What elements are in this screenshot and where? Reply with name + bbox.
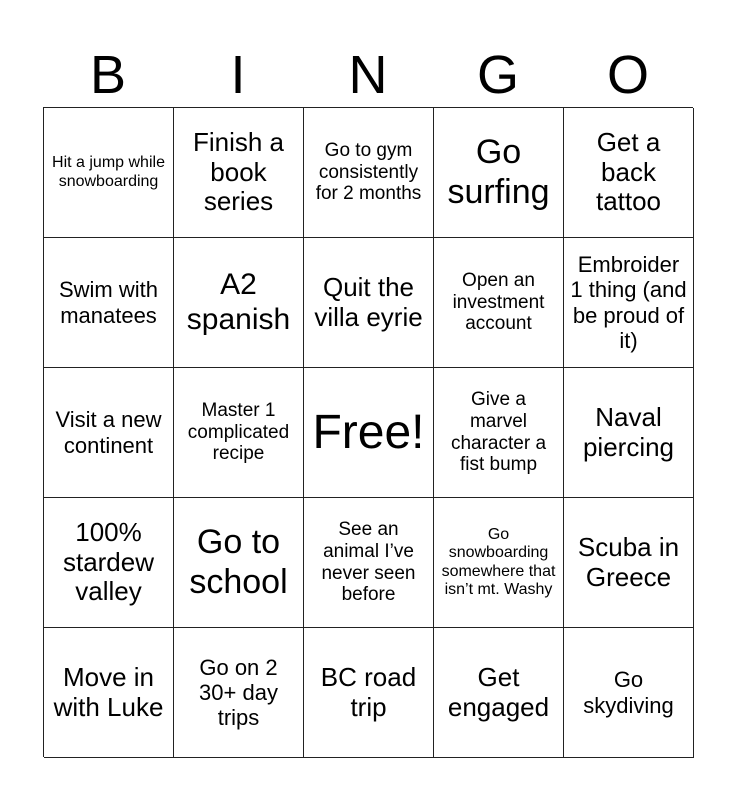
header-letter-g: G bbox=[476, 45, 519, 105]
bingo-cell-r5c4[interactable] bbox=[434, 628, 564, 758]
cell-text: Move in with Luke bbox=[53, 661, 164, 722]
cell-text: Scuba in Greece bbox=[577, 531, 680, 592]
cell-text: BC road trip bbox=[320, 661, 417, 722]
cell-text: Go to gym consistently for 2 months bbox=[315, 139, 422, 205]
cell-text: Get a back tattoo bbox=[595, 126, 662, 217]
bingo-cell-r5c5[interactable] bbox=[564, 628, 694, 758]
header-letter-b: B bbox=[89, 45, 127, 105]
bingo-cell-r5c1[interactable] bbox=[44, 628, 174, 758]
cell-text: A2 spanish bbox=[186, 268, 291, 336]
bingo-cell-r2c3[interactable] bbox=[304, 238, 434, 368]
cell-text: Free! bbox=[312, 405, 425, 459]
cell-text: Naval piercing bbox=[582, 401, 675, 462]
cell-text: Give a marvel character a fist bump bbox=[450, 388, 547, 476]
cell-text: Go surfing bbox=[447, 133, 550, 211]
cell-text: Hit a jump while snowboarding bbox=[52, 154, 165, 190]
cell-text: See an animal I’ve never seen before bbox=[321, 518, 416, 606]
bingo-cell-r2c1[interactable] bbox=[44, 238, 174, 368]
cell-text: Go to school bbox=[189, 523, 288, 601]
bingo-cell-r1c5[interactable] bbox=[564, 108, 694, 238]
bingo-cell-r1c3[interactable] bbox=[304, 108, 434, 238]
cell-text: Finish a book series bbox=[192, 126, 285, 217]
bingo-grid bbox=[43, 107, 693, 757]
cell-text: Embroider 1 thing (and be proud of it) bbox=[570, 251, 687, 353]
bingo-cell-r4c3[interactable] bbox=[304, 498, 434, 628]
bingo-cell-r1c1[interactable] bbox=[44, 108, 174, 238]
header-letter-o: O bbox=[606, 45, 649, 105]
bingo-cell-r4c2[interactable] bbox=[174, 498, 304, 628]
header-letter-i: I bbox=[230, 45, 246, 105]
bingo-cell-r1c2[interactable] bbox=[174, 108, 304, 238]
bingo-cell-r5c3[interactable] bbox=[304, 628, 434, 758]
cell-text: Go skydiving bbox=[583, 667, 674, 718]
bingo-cell-r3c4[interactable] bbox=[434, 368, 564, 498]
cell-text: Swim with manatees bbox=[58, 277, 158, 328]
bingo-cell-r4c1[interactable] bbox=[44, 498, 174, 628]
cell-text: Quit the villa eyrie bbox=[314, 271, 423, 332]
cell-text: Open an investment account bbox=[452, 269, 545, 335]
bingo-cell-r2c5[interactable] bbox=[564, 238, 694, 368]
bingo-cell-r3c2[interactable] bbox=[174, 368, 304, 498]
header-letter-n: N bbox=[348, 45, 388, 105]
bingo-cell-r2c4[interactable] bbox=[434, 238, 564, 368]
cell-text: 100% stardew valley bbox=[62, 516, 155, 607]
bingo-cell-free[interactable] bbox=[304, 368, 434, 498]
bingo-cell-r5c2[interactable] bbox=[174, 628, 304, 758]
bingo-cell-r4c5[interactable] bbox=[564, 498, 694, 628]
bingo-cell-r4c4[interactable] bbox=[434, 498, 564, 628]
cell-text: Go on 2 30+ day trips bbox=[199, 654, 278, 731]
bingo-cell-r1c4[interactable] bbox=[434, 108, 564, 238]
cell-text: Master 1 complicated recipe bbox=[187, 399, 290, 465]
cell-text: Go snowboarding somewhere that isn’t mt. Washy bbox=[441, 525, 556, 598]
bingo-cell-r2c2[interactable] bbox=[174, 238, 304, 368]
bingo-header bbox=[43, 44, 693, 106]
cell-text: Visit a new continent bbox=[55, 407, 162, 458]
bingo-cell-r3c1[interactable] bbox=[44, 368, 174, 498]
cell-text: Get engaged bbox=[447, 661, 550, 722]
bingo-cell-r3c5[interactable] bbox=[564, 368, 694, 498]
